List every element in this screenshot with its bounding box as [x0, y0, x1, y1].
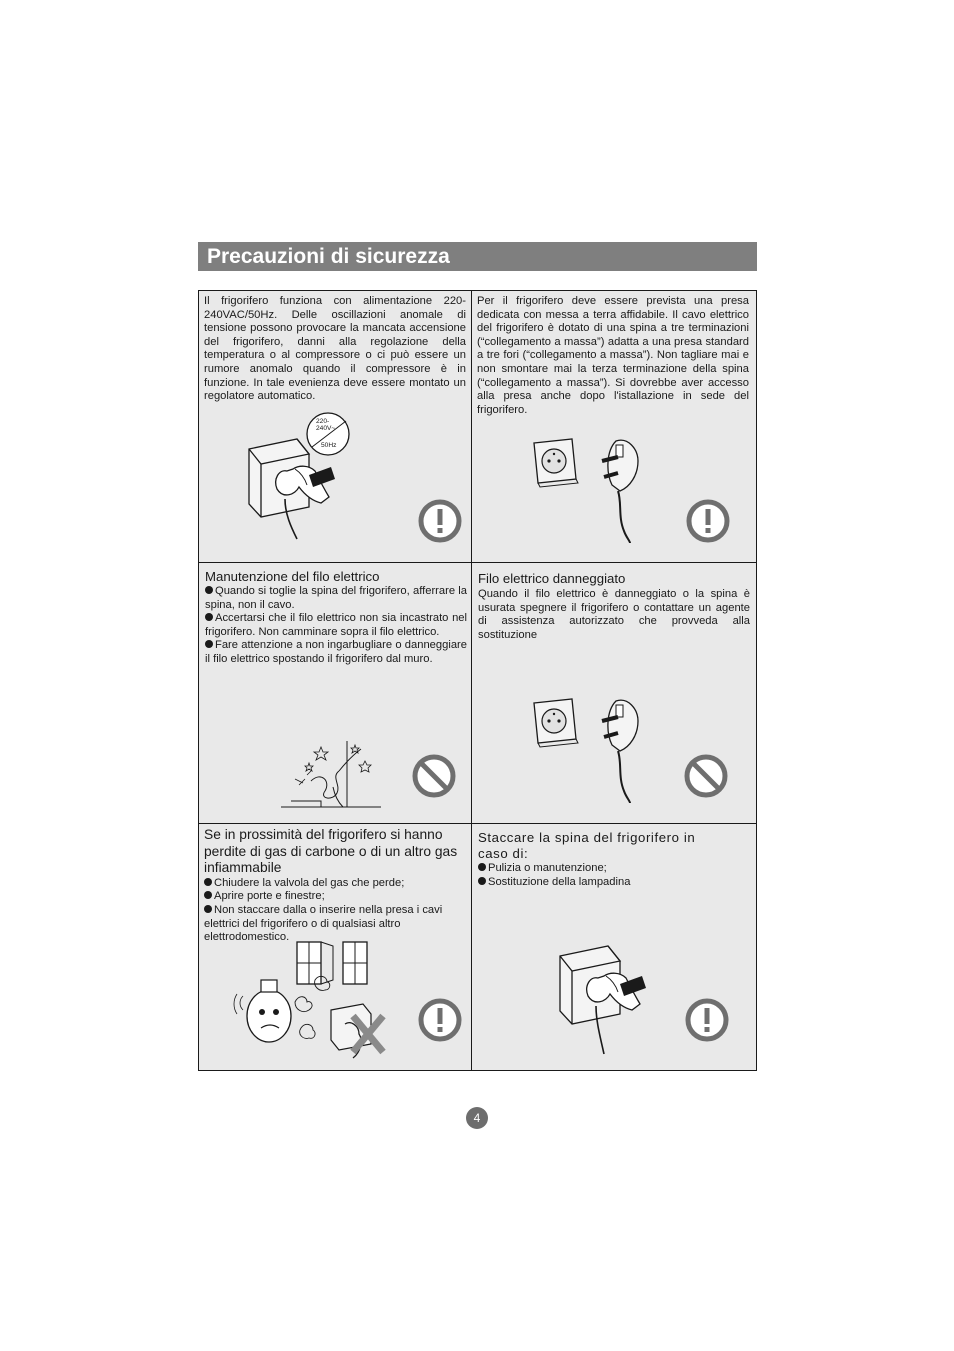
unplug-item-text: Pulizia o manutenzione;	[488, 862, 607, 874]
gas-item-text: Non staccare dalla o inserire nella presa i cavi elettrici del frigorifero o di qualsiasi altro elettrodomestico.	[204, 903, 443, 944]
grounding-text: Per il frigorifero deve essere prevista una presa dedicata con messa a terra affidabile. Il cavo elettrico del frigorifero è dotato di una spina a tre terminazioni (“collegamento a massa”) adatta a una presa standard a tre fori (“collegamento a massa”). Non tagliare mai e non smontare mai la terza terminazione della spina (“collegamento a massa”). Si dovrebbe aver accesso alla presa anche dopo l'istallazione in sede del frigorifero.	[477, 295, 749, 416]
tangled-cord-illustration	[281, 741, 381, 821]
cord-item	[205, 612, 467, 639]
prohibited-icon	[683, 753, 729, 799]
bullet-icon	[478, 863, 486, 871]
socket-and-plug-illustration	[532, 431, 672, 546]
bullet-icon	[205, 586, 213, 594]
cell-gas-leak	[199, 824, 471, 1070]
gas-leak-illustration	[233, 936, 403, 1066]
cell-voltage	[199, 291, 471, 562]
warning-icon	[685, 998, 729, 1042]
gas-item	[204, 877, 466, 891]
unplug-item	[478, 876, 750, 890]
grid-divider-vertical	[471, 291, 472, 1070]
unplug-item	[478, 862, 750, 876]
badge-line3: 50Hz	[321, 442, 337, 449]
cord-item	[205, 585, 467, 612]
unplug-item-text: Sostituzione della lampadina	[488, 875, 631, 888]
unplug-block	[478, 830, 750, 889]
cell-unplug	[472, 824, 756, 1070]
gas-leak-heading: Se in prossimità del frigorifero si hanno perdite di gas di carbone o di un altro gas infiammabile	[204, 827, 458, 876]
gas-item	[204, 890, 466, 904]
grid-divider-horizontal	[199, 562, 756, 563]
safety-grid	[198, 290, 757, 1071]
cord-item-text: Fare attenzione a non ingarbugliare o danneggiare il filo elettrico spostando il frigorifero dal muro.	[205, 639, 467, 665]
page-number: 4	[466, 1107, 488, 1129]
damaged-cord-block	[478, 571, 750, 642]
cord-item-text: Quando si toglie la spina del frigorifero, afferrare la spina, non il cavo.	[205, 585, 467, 611]
bullet-icon	[205, 640, 213, 648]
cord-maintenance-block	[205, 569, 467, 667]
badge-line1: 220-	[316, 418, 330, 425]
cord-item-text: Accertarsi che il filo elettrico non sia incastrato nel frigorifero. Non camminare sopra il filo elettrico.	[205, 612, 467, 638]
warning-icon	[418, 499, 462, 543]
cell-cord-maintenance	[199, 563, 471, 823]
damaged-cord-text: Quando il filo elettrico è danneggiato o la spina è usurata spegnere il frigorifero o contattare un agente di assistenza autorizzato che provveda alla sostituzione	[478, 588, 750, 641]
page-title: Precauzioni di sicurezza	[207, 245, 450, 268]
bullet-icon	[204, 891, 212, 899]
cord-item	[205, 639, 467, 666]
badge-line2: 240V~	[316, 425, 336, 432]
voltage-badge-text	[316, 418, 336, 449]
prohibited-icon	[411, 753, 457, 799]
gas-leak-block	[204, 827, 466, 945]
socket-and-plug-illustration	[532, 691, 672, 806]
cord-maintenance-heading: Manutenzione del filo elettrico	[205, 569, 380, 584]
gas-item-text: Aprire porte e finestre;	[214, 890, 325, 903]
warning-icon	[686, 499, 730, 543]
warning-icon	[418, 998, 462, 1042]
cell-grounding	[472, 291, 756, 562]
cell-damaged-cord	[472, 563, 756, 823]
section-title-bar	[198, 242, 757, 271]
gas-item-text: Chiudere la valvola del gas che perde;	[214, 876, 405, 889]
voltage-text: Il frigorifero funziona con alimentazione 220-240VAC/50Hz. Delle oscillazioni anomale di tensione possono provocare la mancata accensione del frigorifero, danni alla regolazione della temperatura o al compressore o ci può essere un rumore anomalo quando il compressore è in funzione. In tale evenienza deve essere montato un regolatore automatico.	[204, 295, 466, 403]
grid-divider-horizontal	[199, 823, 756, 824]
bullet-icon	[204, 878, 212, 886]
damaged-cord-heading: Filo elettrico danneggiato	[478, 571, 626, 586]
unplug-heading: Staccare la spina del frigorifero in caso di:	[478, 830, 696, 861]
bullet-icon	[205, 613, 213, 621]
bullet-icon	[204, 905, 212, 913]
bullet-icon	[478, 877, 486, 885]
plug-socket-hand-illustration	[552, 936, 672, 1061]
